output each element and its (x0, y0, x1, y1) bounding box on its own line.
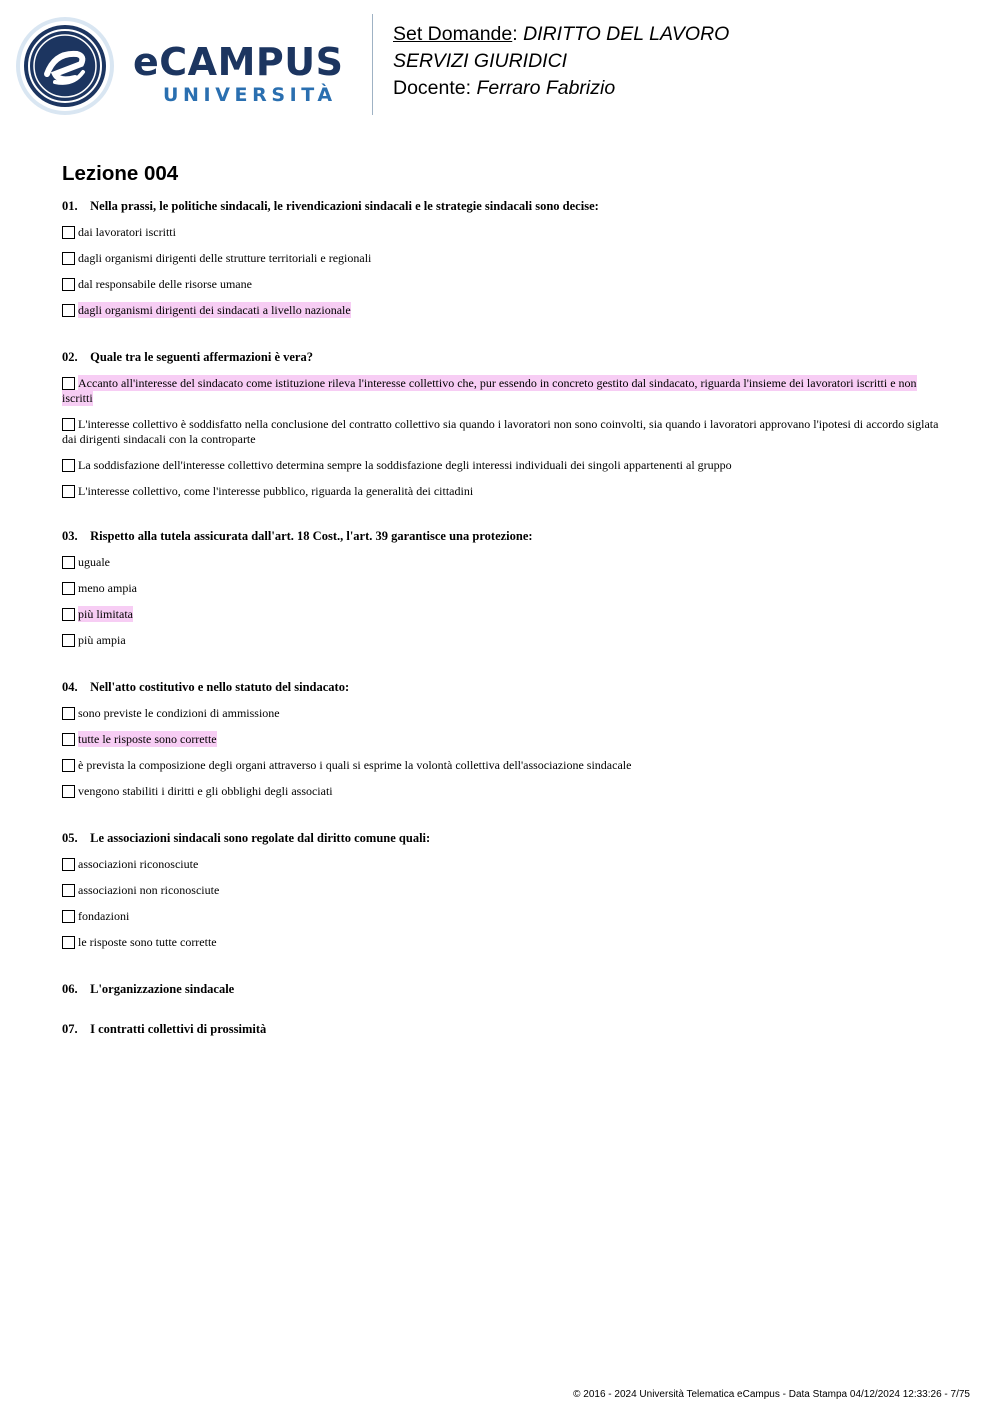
answer-text: dal responsabile delle risorse umane (78, 277, 252, 291)
answer-option (62, 555, 940, 570)
question-text: Le associazioni sindacali sono regolate dal diritto comune quali: (90, 831, 431, 845)
teacher-label: Docente: (393, 77, 472, 99)
answer-checkbox[interactable] (62, 485, 75, 498)
answer-text: più ampia (78, 633, 126, 647)
answer-option (62, 484, 940, 499)
question-heading (62, 981, 940, 997)
answer-checkbox[interactable] (62, 418, 75, 431)
set-label: Set Domande (393, 23, 513, 45)
answer-option-correct (62, 732, 940, 747)
question-heading (62, 349, 940, 365)
answer-text: associazioni non riconosciute (78, 883, 220, 897)
answer-option (62, 935, 940, 950)
answer-option (62, 251, 940, 266)
answer-text: dagli organismi dirigenti delle strutture territoriali e regionali (78, 251, 372, 265)
question-number: 02. (62, 350, 78, 364)
answer-checkbox[interactable] (62, 785, 75, 798)
answer-option-correct (62, 376, 940, 406)
question-01 (62, 198, 940, 318)
answer-option (62, 758, 940, 773)
question-07 (62, 1021, 940, 1037)
ecampus-wordmark (133, 40, 358, 115)
answer-option (62, 784, 940, 799)
answer-checkbox[interactable] (62, 608, 75, 621)
answer-text: uguale (78, 555, 110, 569)
question-number: 03. (62, 529, 78, 543)
answer-text-highlighted: più limitata (78, 607, 133, 621)
answer-checkbox[interactable] (62, 278, 75, 291)
answer-checkbox[interactable] (62, 252, 75, 265)
answer-option (62, 706, 940, 721)
question-text: L'organizzazione sindacale (90, 982, 235, 996)
answer-text: vengono stabiliti i diritti e gli obblighi degli associati (78, 784, 333, 798)
answer-text: è prevista la composizione degli organi attraverso i quali si esprime la volontà collettiva dell'associazione sindacale (78, 758, 632, 772)
answer-checkbox[interactable] (62, 377, 75, 390)
answer-option (62, 277, 940, 292)
answer-checkbox[interactable] (62, 304, 75, 317)
answer-checkbox[interactable] (62, 582, 75, 595)
question-number: 06. (62, 982, 78, 996)
ecampus-seal-logo (15, 16, 115, 116)
question-number: 04. (62, 680, 78, 694)
answer-option (62, 633, 940, 648)
page-footer: © 2016 - 2024 Università Telematica eCampus - Data Stampa 04/12/2024 12:33:26 - 7/75 (573, 1389, 970, 1400)
answer-checkbox[interactable] (62, 884, 75, 897)
question-number: 01. (62, 199, 78, 213)
question-heading (62, 528, 940, 544)
answer-checkbox[interactable] (62, 910, 75, 923)
answer-option (62, 581, 940, 596)
answer-text: dai lavoratori iscritti (78, 225, 176, 239)
answer-text: associazioni riconosciute (78, 857, 199, 871)
question-04 (62, 679, 940, 799)
question-06 (62, 981, 940, 997)
question-text: Rispetto alla tutela assicurata dall'art. 18 Cost., l'art. 39 garantisce una protezione: (90, 529, 533, 543)
question-number: 05. (62, 831, 78, 845)
answer-checkbox[interactable] (62, 936, 75, 949)
answer-option (62, 225, 940, 240)
answer-text-highlighted: Accanto all'interesse del sindacato come istituzione rileva l'interesse collettivo che, pur essendo in concreto gestito dal sindacato, riguarda l'insieme dei lavoratori iscritti e non iscritti (62, 376, 917, 405)
lesson-title: Lezione 004 (62, 162, 179, 185)
answer-option (62, 417, 940, 447)
question-text: Quale tra le seguenti affermazioni è vera? (90, 350, 313, 364)
answer-text: meno ampia (78, 581, 137, 595)
answer-option (62, 458, 940, 473)
answer-checkbox[interactable] (62, 556, 75, 569)
answer-checkbox[interactable] (62, 634, 75, 647)
answer-checkbox[interactable] (62, 459, 75, 472)
header-info: Set Domande: DIRITTO DEL LAVORO SERVIZI GIURIDICI Docente: Ferraro Fabrizio (393, 23, 730, 99)
answer-text: La soddisfazione dell'interesse collettivo determina sempre la soddisfazione degli interessi individuali dei singoli appartenenti al gruppo (78, 458, 732, 472)
answer-text-highlighted: dagli organismi dirigenti dei sindacati a livello nazionale (78, 303, 351, 317)
answer-text: le risposte sono tutte corrette (78, 935, 217, 949)
question-text: Nella prassi, le politiche sindacali, le rivendicazioni sindacali e le strategie sindacali sono decise: (90, 199, 599, 213)
question-02 (62, 349, 940, 499)
answer-text-highlighted: tutte le risposte sono corrette (78, 732, 217, 746)
header-divider (372, 14, 373, 115)
logo-sub: UNIVERSITÀ (163, 84, 337, 106)
answer-checkbox[interactable] (62, 759, 75, 772)
answer-checkbox[interactable] (62, 707, 75, 720)
set-value: DIRITTO DEL LAVORO (523, 23, 730, 45)
question-heading (62, 1021, 940, 1037)
answer-text: L'interesse collettivo, come l'interesse pubblico, riguarda la generalità dei cittadini (78, 484, 474, 498)
question-heading (62, 198, 940, 214)
answer-checkbox[interactable] (62, 858, 75, 871)
answer-option-correct (62, 607, 940, 622)
question-heading (62, 830, 940, 846)
question-heading (62, 679, 940, 695)
question-05 (62, 830, 940, 950)
question-number: 07. (62, 1022, 78, 1036)
logo-brand: eCAMPUS (133, 40, 344, 84)
answer-option (62, 883, 940, 898)
question-text: Nell'atto costitutivo e nello statuto del sindacato: (90, 680, 350, 694)
answer-option-correct (62, 303, 940, 318)
answer-text: sono previste le condizioni di ammissione (78, 706, 280, 720)
question-text: I contratti collettivi di prossimità (90, 1022, 267, 1036)
answer-text: fondazioni (78, 909, 130, 923)
answer-option (62, 909, 940, 924)
question-03 (62, 528, 940, 648)
answer-checkbox[interactable] (62, 733, 75, 746)
set-value-2: SERVIZI GIURIDICI (393, 50, 568, 72)
answer-option (62, 857, 940, 872)
teacher-value: Ferraro Fabrizio (476, 77, 616, 99)
answer-text: L'interesse collettivo è soddisfatto nella conclusione del contratto collettivo sia quando i lavoratori non sono coinvolti, sia quando i lavoratori approvano l'ipotesi di accordo siglata dai dirigenti sindacali con la controparte (62, 417, 939, 446)
answer-checkbox[interactable] (62, 226, 75, 239)
